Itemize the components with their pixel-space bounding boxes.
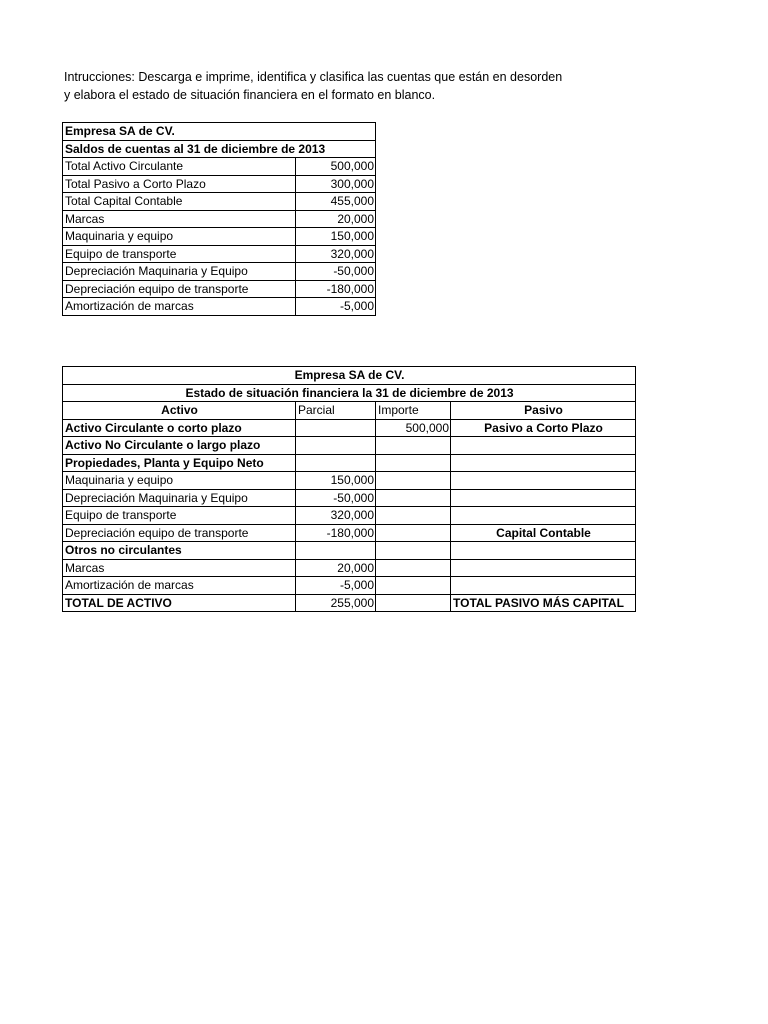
row-parcial: 320,000 xyxy=(296,507,376,525)
header-parcial: Parcial xyxy=(296,402,376,420)
balance-value: 150,000 xyxy=(296,228,376,246)
row-pasivo xyxy=(451,454,636,472)
table-row xyxy=(63,507,636,525)
table-row xyxy=(63,489,636,507)
row-importe xyxy=(376,437,451,455)
row-label: Activo No Circulante o largo plazo xyxy=(63,437,296,455)
instructions-line-1: Intrucciones: Descarga e imprime, identifica y clasifica las cuentas que están en desorden xyxy=(64,70,563,84)
table-row xyxy=(63,454,636,472)
table-row xyxy=(63,193,376,211)
table-row xyxy=(63,280,376,298)
table-row xyxy=(63,245,376,263)
row-label: Amortización de marcas xyxy=(63,577,296,595)
row-importe xyxy=(376,594,451,612)
balance-value: -180,000 xyxy=(296,280,376,298)
row-parcial xyxy=(296,419,376,437)
table-row xyxy=(63,559,636,577)
row-label: Depreciación Maquinaria y Equipo xyxy=(63,489,296,507)
statement-company-name: Empresa SA de CV. xyxy=(63,367,636,385)
row-importe xyxy=(376,507,451,525)
balance-label: Amortización de marcas xyxy=(63,298,296,316)
table-row xyxy=(63,594,636,612)
row-label: Depreciación equipo de transporte xyxy=(63,524,296,542)
row-parcial: -5,000 xyxy=(296,577,376,595)
balance-value: 300,000 xyxy=(296,175,376,193)
balance-value: 20,000 xyxy=(296,210,376,228)
table-row xyxy=(63,158,376,176)
row-parcial: 150,000 xyxy=(296,472,376,490)
balance-label: Total Activo Circulante xyxy=(63,158,296,176)
table-row xyxy=(63,437,636,455)
table-row xyxy=(63,140,376,158)
row-pasivo xyxy=(451,577,636,595)
balance-label: Total Pasivo a Corto Plazo xyxy=(63,175,296,193)
table-row xyxy=(63,577,636,595)
row-label: Equipo de transporte xyxy=(63,507,296,525)
table-row xyxy=(63,228,376,246)
row-parcial xyxy=(296,542,376,560)
balances-subtitle: Saldos de cuentas al 31 de diciembre de 2013 xyxy=(63,140,376,158)
row-parcial xyxy=(296,437,376,455)
row-parcial: 255,000 xyxy=(296,594,376,612)
statement-title: Estado de situación financiera la 31 de diciembre de 2013 xyxy=(63,384,636,402)
instructions-line-2: y elabora el estado de situación financiera en el formato en blanco. xyxy=(64,88,436,102)
table-row xyxy=(63,367,636,385)
row-label: Marcas xyxy=(63,559,296,577)
row-pasivo xyxy=(451,472,636,490)
table-row xyxy=(63,263,376,281)
table-header-row xyxy=(63,402,636,420)
row-importe xyxy=(376,559,451,577)
row-pasivo xyxy=(451,507,636,525)
header-importe: Importe xyxy=(376,402,451,420)
row-parcial: 20,000 xyxy=(296,559,376,577)
header-pasivo: Pasivo xyxy=(451,402,636,420)
table-row xyxy=(63,298,376,316)
table-row xyxy=(63,472,636,490)
balance-label: Depreciación Maquinaria y Equipo xyxy=(63,263,296,281)
balance-label: Maquinaria y equipo xyxy=(63,228,296,246)
row-importe: 500,000 xyxy=(376,419,451,437)
balance-value: -50,000 xyxy=(296,263,376,281)
row-pasivo xyxy=(451,489,636,507)
table-row xyxy=(63,542,636,560)
row-parcial xyxy=(296,454,376,472)
row-importe xyxy=(376,489,451,507)
header-activo: Activo xyxy=(63,402,296,420)
balance-value: 500,000 xyxy=(296,158,376,176)
balance-value: -5,000 xyxy=(296,298,376,316)
row-importe xyxy=(376,524,451,542)
row-parcial: -180,000 xyxy=(296,524,376,542)
row-pasivo: TOTAL PASIVO MÁS CAPITAL xyxy=(451,594,636,612)
row-label: Activo Circulante o corto plazo xyxy=(63,419,296,437)
balance-value: 455,000 xyxy=(296,193,376,211)
row-importe xyxy=(376,454,451,472)
row-importe xyxy=(376,577,451,595)
table-row xyxy=(63,123,376,141)
balance-value: 320,000 xyxy=(296,245,376,263)
table-row xyxy=(63,524,636,542)
account-balances-table xyxy=(62,122,376,316)
row-label: Maquinaria y equipo xyxy=(63,472,296,490)
row-pasivo: Capital Contable xyxy=(451,524,636,542)
table-row xyxy=(63,419,636,437)
row-importe xyxy=(376,472,451,490)
balances-company-name: Empresa SA de CV. xyxy=(63,123,376,141)
row-label: Otros no circulantes xyxy=(63,542,296,560)
row-label: TOTAL DE ACTIVO xyxy=(63,594,296,612)
financial-statement-table xyxy=(62,366,636,612)
row-importe xyxy=(376,542,451,560)
balance-label: Equipo de transporte xyxy=(63,245,296,263)
balance-label: Total Capital Contable xyxy=(63,193,296,211)
instructions-text xyxy=(64,68,664,104)
balance-label: Marcas xyxy=(63,210,296,228)
row-pasivo xyxy=(451,559,636,577)
balance-label: Depreciación equipo de transporte xyxy=(63,280,296,298)
table-row xyxy=(63,384,636,402)
row-pasivo xyxy=(451,542,636,560)
row-pasivo: Pasivo a Corto Plazo xyxy=(451,419,636,437)
row-pasivo xyxy=(451,437,636,455)
row-parcial: -50,000 xyxy=(296,489,376,507)
table-row xyxy=(63,175,376,193)
table-row xyxy=(63,210,376,228)
row-label: Propiedades, Planta y Equipo Neto xyxy=(63,454,296,472)
